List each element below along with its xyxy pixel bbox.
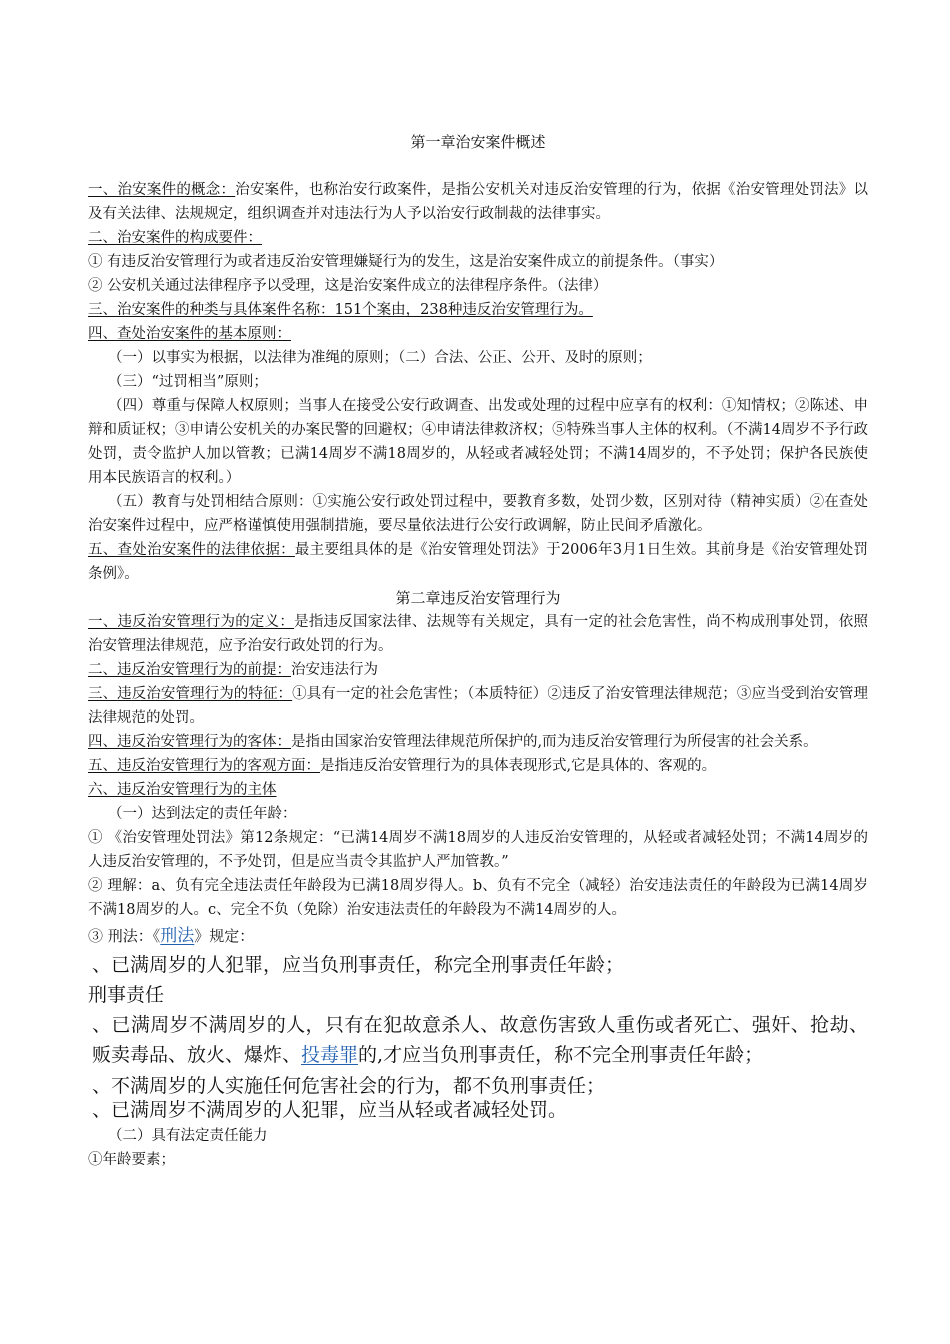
ch1-section5-body: 最主要组具体的是《治安管理处罚法》于2006年3月1日生效。其前身是《治安管理处罚条例》。 — [88, 542, 868, 582]
ch2-section6-sub2: （二）具有法定责任能力 — [108, 1128, 268, 1144]
ch1-section5-heading: 五、查处治安案件的法律依据： — [88, 542, 295, 558]
ch2-section6-item2: ② 理解：a、负有完全违法责任年龄段为已满18周岁得人。b、负有不完全（减轻）治安违法责任的年龄段为已满14周岁不满18周岁的人。c、完全不负（免除）治安违法责任的年龄段为不满14周岁的人。 — [88, 878, 868, 918]
ch1-section5 — [88, 538, 868, 586]
criminal-age-clause4: 、已满周岁不满周岁的人犯罪，应当从轻或者减轻处罚。 — [92, 1099, 568, 1121]
ch2-section3-heading: 三、违反治安管理行为的特征： — [88, 686, 293, 702]
ch2-section3 — [88, 682, 868, 730]
ch1-section3 — [88, 298, 868, 322]
ch1-section2-item1: ① 有违反治安管理行为或者违反治安管理嫌疑行为的发生，这是治安案件成立的前提条件。（事实） — [88, 254, 724, 270]
ch2-section2 — [88, 658, 868, 682]
ch2-section6-sub2-item1: ①年龄要素； — [88, 1152, 175, 1168]
ch1-section1 — [88, 178, 868, 226]
ch1-section2-heading: 二、治安案件的构成要件： — [88, 230, 262, 246]
ch2-section6-heading: 六、违反治安管理行为的主体 — [88, 782, 277, 798]
ch1-section2 — [88, 226, 868, 250]
ch1-section4-p4: （五）教育与处罚相结合原则：①实施公安行政处罚过程中，要教育多数，处罚少数，区别对待（精神实质）②在查处治安案件过程中，应严格谨慎使用强制措施，要尽量依法进行公安行政调解，防止民间矛盾激化。 — [88, 494, 868, 534]
ch1-section4-heading: 四、查处治安案件的基本原则： — [88, 326, 291, 342]
criminal-age-clause1: 、已满周岁的人犯罪，应当负刑事责任，称完全刑事责任年龄； — [92, 954, 625, 976]
ch2-section6-sub1: （一）达到法定的责任年龄： — [108, 806, 297, 822]
ch1-section4-p2: （三）“过罚相当”原则； — [108, 374, 268, 390]
ch2-section5 — [88, 754, 868, 778]
ch2-section1 — [88, 610, 868, 658]
clause2-part-a: 、已满周岁不满周岁的人，只有在犯故意杀人、故意伤害致人重伤或者死亡、强奸、抢劫、贩卖毒品、放火、爆炸、 — [92, 1014, 868, 1066]
criminal-law-suffix: 》规定： — [194, 927, 255, 945]
ch2-section4-heading: 四、违反治安管理行为的客体： — [88, 734, 291, 750]
ch2-section3-body: ①具有一定的社会危害性；（本质特征）②违反了治安管理法律规范；③应当受到治安管理法律规范的处罚。 — [88, 686, 868, 726]
criminal-age-clause3: 、不满周岁的人实施任何危害社会的行为，都不负刑事责任； — [92, 1075, 606, 1097]
chapter2-title: 第二章违反治安管理行为 — [395, 589, 561, 607]
ch1-section2-item2: ② 公安机关通过法律程序予以受理，这是治安案件成立的法律程序条件。（法律） — [88, 278, 608, 294]
ch2-section6-item3 — [88, 922, 868, 950]
criminal-age-clause2 — [88, 1010, 868, 1070]
ch2-section2-heading: 二、违反治安管理行为的前提： — [88, 662, 291, 678]
ch1-section4-p3: （四）尊重与保障人权原则；当事人在接受公安行政调查、出发或处理的过程中应享有的权利：①知情权；②陈述、申辩和质证权；③申请公安机关的办案民警的回避权；④申请法律救济权；⑤特殊当事人主体的权利。（不满14周岁不予行政处罚，责令监护人加以管教；已满14周岁不满18周岁的，从轻或者减轻处罚；不满14周岁的，不予处罚；保护各民族使用本民族语言的权利。） — [88, 398, 868, 486]
ch2-section4-body: 是指由国家治安管理法律规范所保护的,而为违反治安管理行为所侵害的社会关系。 — [291, 734, 818, 750]
ch2-section1-body: 是指违反国家法律、法规等有关规定，具有一定的社会危害性，尚不构成刑事处罚，依照治安管理法律规范，应予治安行政处罚的行为。 — [88, 614, 869, 654]
criminal-responsibility-label: 刑事责任 — [88, 984, 165, 1006]
document-page — [88, 130, 868, 1172]
ch2-section6-item1: ① 《治安管理处罚法》第12条规定：“已满14周岁不满18周岁的人违反治安管理的，从轻或者减轻处罚；不满14周岁的人违反治安管理的，不予处罚，但是应当责令其监护人严加管教。” — [88, 830, 868, 870]
ch2-section2-body: 治安违法行为 — [291, 662, 378, 678]
ch2-section6 — [88, 778, 868, 802]
clause2-part-b: 的,才应当负刑事责任，称不完全刑事责任年龄； — [358, 1044, 764, 1066]
ch2-section5-heading: 五、违反治安管理行为的客观方面： — [88, 758, 320, 774]
ch2-section5-body: 是指违反治安管理行为的具体表现形式,它是具体的、客观的。 — [320, 758, 717, 774]
poisoning-crime-link[interactable]: 投毒罪 — [301, 1044, 359, 1066]
criminal-law-prefix: ③ 刑法：《 — [88, 927, 161, 945]
ch1-section4-p1: （一）以事实为根据，以法律为准绳的原则；（二）合法、公正、公开、及时的原则； — [108, 350, 652, 366]
ch2-section1-heading: 一、违反治安管理行为的定义： — [88, 614, 295, 630]
criminal-law-link[interactable]: 刑法 — [160, 926, 195, 946]
chapter1-title: 第一章治安案件概述 — [410, 133, 546, 151]
ch1-section4 — [88, 322, 868, 346]
ch1-section3-heading: 三、治安案件的种类与具体案件名称：151个案由，238种违反治安管理行为。 — [88, 302, 593, 318]
ch2-section4 — [88, 730, 868, 754]
ch1-section1-heading: 一、治安案件的概念： — [88, 182, 236, 198]
ch1-section1-body: 治安案件，也称治安行政案件，是指公安机关对违反治安管理的行为，依据《治安管理处罚法》以及有关法律、法规规定，组织调查并对违法行为人予以治安行政制裁的法律事实。 — [88, 182, 869, 222]
